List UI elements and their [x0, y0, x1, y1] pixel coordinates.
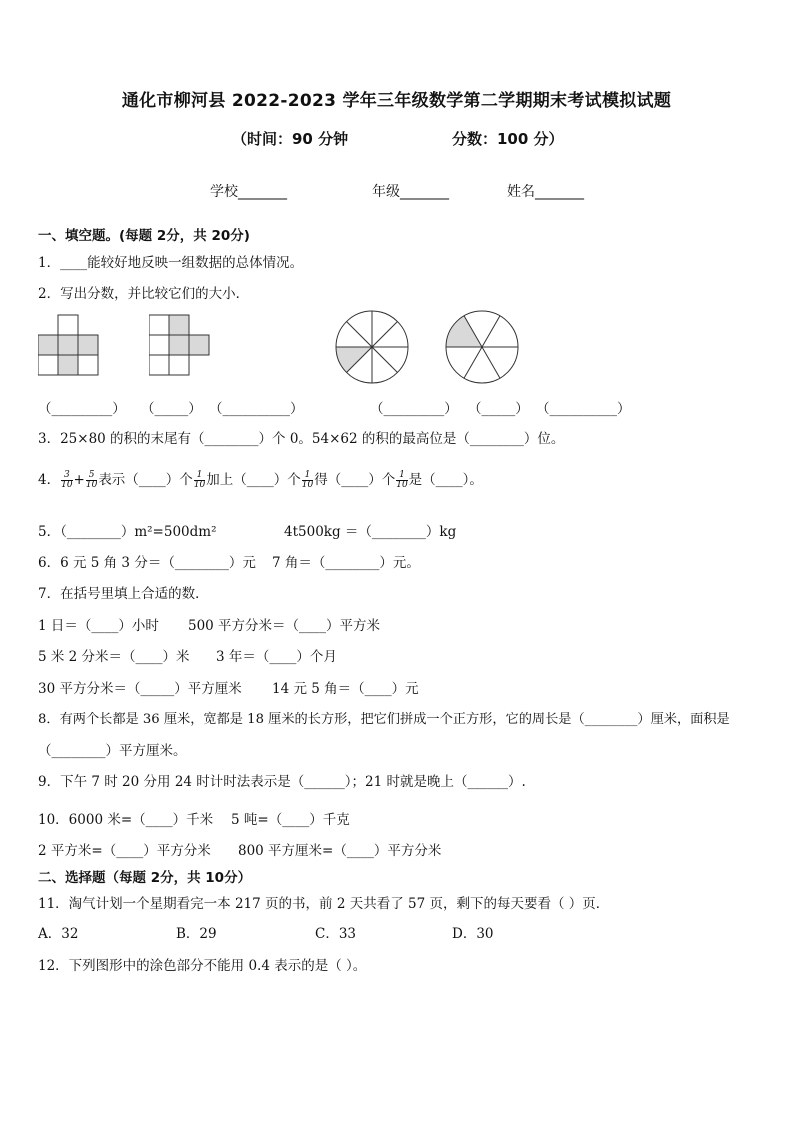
q7-item-2: 500 平方分米＝（____）平方米 — [188, 618, 381, 634]
q4-text-1: 表示（____）个 — [98, 472, 193, 488]
q7-item-3: 5 米 2 分米＝（____）米 — [38, 649, 190, 665]
q2-blank-3[interactable]: （__________） — [209, 401, 304, 417]
circle-figure-sixths — [444, 309, 520, 385]
q7-item-6: 14 元 5 角＝（____）元 — [272, 681, 419, 697]
q4-text-4: 是（____）。 — [408, 472, 483, 488]
q7-item-5: 30 平方分米＝（_____）平方厘米 — [38, 681, 242, 697]
question-5a: 5．（________）m²=500dm² — [38, 524, 217, 540]
q11-option-c[interactable]: C．33 — [315, 926, 357, 942]
q4-prefix: 4． — [38, 472, 61, 488]
question-11: 11．淘气计划一个星期看完一本 217 页的书，前 2 天共看了 57 页，剩下的每天要看（ ）页． — [38, 896, 610, 912]
question-8-line-1: 8．有两个长都是 36 厘米，宽都是 18 厘米的长方形，把它们拼成一个正方形，它的周长是（________）厘米，面积是 — [38, 712, 730, 727]
name-field[interactable]: 姓名_______ — [507, 184, 584, 200]
q4-text-2: 加上（____）个 — [206, 472, 301, 488]
question-6a: 6．6 元 5 角 3 分＝（________）元 — [38, 555, 256, 571]
q2-blank-6[interactable]: （__________） — [536, 401, 631, 417]
question-2: 2．写出分数，并比较它们的大小． — [38, 286, 250, 302]
q11-option-d[interactable]: D．30 — [452, 926, 494, 942]
circle-figure-eighths — [334, 309, 410, 385]
question-3: 3．25×80 的积的末尾有（________）个 0。54×62 的积的最高位是（________）位。 — [38, 431, 565, 447]
fraction-1-10-b: $\frac{1}{10}$ — [301, 470, 314, 490]
fraction-5-10: $\frac{5}{10}$ — [85, 470, 98, 490]
fraction-3-10: $\frac{3}{10}$ — [61, 470, 73, 490]
question-6b: 7 角＝（________）元。 — [272, 555, 420, 571]
q11-option-b[interactable]: B．29 — [176, 926, 217, 942]
fraction-1-10-a: $\frac{1}{10}$ — [193, 470, 206, 490]
section-choice-title: 二、选择题（每题 2分，共 10分） — [38, 870, 252, 886]
q10-item-4: 800 平方厘米=（____）平方分米 — [238, 843, 442, 859]
fraction-1-10-c: $\frac{1}{10}$ — [396, 470, 408, 490]
q2-blank-5[interactable]: （_____） — [468, 401, 529, 417]
school-field[interactable]: 学校_______ — [210, 184, 287, 200]
exam-time: （时间：90 分钟 — [232, 130, 349, 148]
q7-item-1: 1 日＝（____）小时 — [38, 618, 159, 634]
question-9: 9．下午 7 时 20 分用 24 时计时法表示是（______）；21 时就是晚上（______）. — [38, 774, 526, 790]
q10-item-3: 2 平方米=（____）平方分米 — [38, 843, 211, 859]
question-12: 12．下列图形中的涂色部分不能用 0.4 表示的是（ ）。 — [38, 958, 367, 974]
q11-option-a[interactable]: A．32 — [38, 926, 79, 942]
page-title: 通化市柳河县 2022-2023 学年三年级数学第二学期期末考试模拟试题 — [121, 91, 672, 111]
question-1: 1．____能较好地反映一组数据的总体情况。 — [38, 255, 304, 271]
grid-figure-1 — [38, 314, 100, 376]
section-fill-blank-title: 一、填空题。(每题 2分，共 20分) — [38, 228, 250, 244]
q10-item-2: 5 吨=（____）千克 — [231, 812, 350, 828]
q2-blank-4[interactable]: （_________） — [370, 401, 458, 417]
q2-blank-1[interactable]: （_________） — [38, 401, 126, 417]
question-7: 7．在括号里填上合适的数． — [38, 586, 209, 602]
q10-item-1: 10．6000 米=（____）千米 — [38, 812, 214, 828]
question-4 — [38, 468, 483, 490]
q4-plus: + — [73, 472, 85, 488]
q2-blank-2[interactable]: （_____） — [141, 401, 202, 417]
question-8-line-2: （________）平方厘米。 — [38, 743, 187, 759]
exam-score: 分数：100 分） — [452, 130, 564, 148]
grade-field[interactable]: 年级_______ — [372, 184, 449, 200]
q4-text-3: 得（____）个 — [314, 472, 396, 488]
grid-figure-2 — [149, 314, 211, 376]
q7-item-4: 3 年＝（____）个月 — [216, 649, 337, 665]
question-5b: 4t500kg ＝（________）kg — [284, 524, 457, 540]
